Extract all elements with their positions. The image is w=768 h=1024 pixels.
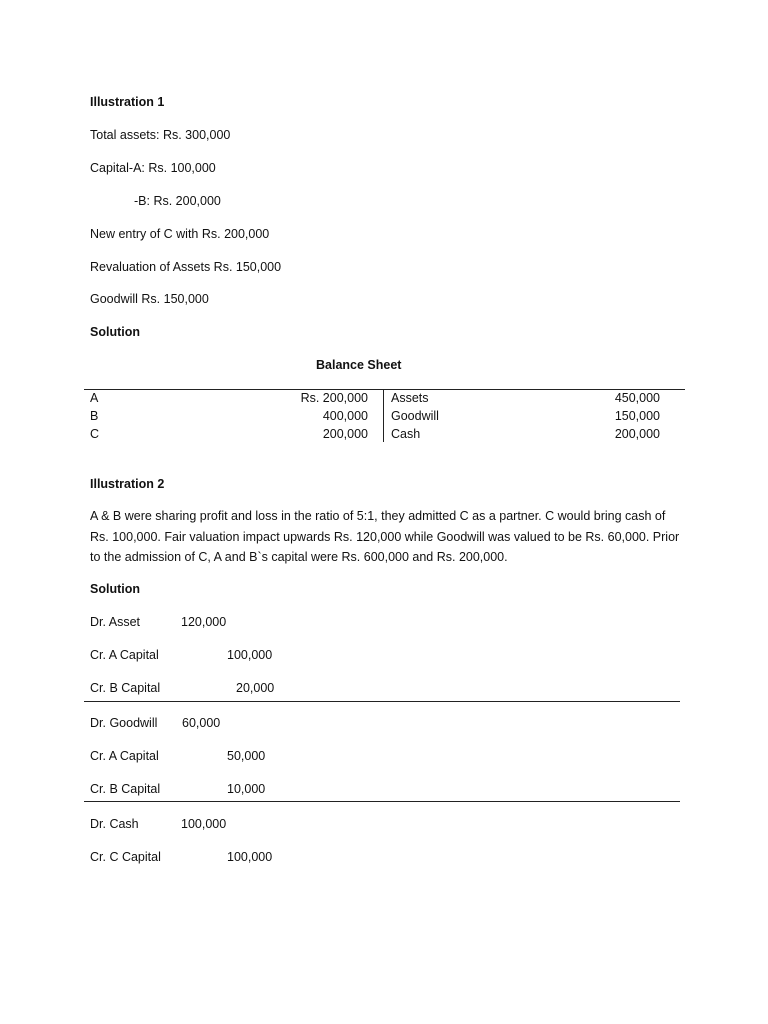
asset-amount: 200,000	[614, 427, 660, 441]
asset-label: Assets	[391, 391, 429, 405]
journal-entry-credit: 10,000	[227, 782, 266, 796]
asset-label: Cash	[391, 427, 421, 441]
capital-b-line: -B: Rs. 200,000	[134, 194, 221, 208]
revaluation-line: Revaluation of Assets Rs. 150,000	[90, 260, 282, 274]
new-entry-line: New entry of C with Rs. 200,000	[90, 227, 270, 241]
liability-amount: Rs. 200,000	[300, 391, 368, 405]
journal-entry-label: Dr. Goodwill	[90, 716, 158, 730]
asset-amount: 450,000	[614, 391, 660, 405]
asset-amount: 150,000	[614, 409, 660, 423]
journal-entry-label: Cr. B Capital	[90, 681, 161, 695]
solution-2-label: Solution	[90, 582, 140, 596]
solution-1-label: Solution	[90, 325, 140, 339]
journal-entry-credit: 50,000	[227, 749, 266, 763]
journal-entry-debit: 60,000	[182, 716, 221, 730]
journal-entry-debit: 100,000	[181, 817, 227, 831]
total-assets-line: Total assets: Rs. 300,000	[90, 128, 231, 142]
liability-label: B	[90, 409, 99, 423]
journal-entry-label: Cr. B Capital	[90, 782, 161, 796]
illustration-1-heading: Illustration 1	[90, 95, 165, 109]
journal-entry-debit: 120,000	[181, 615, 227, 629]
journal-entry-credit: 100,000	[227, 648, 273, 662]
journal-entry-label: Dr. Cash	[90, 817, 139, 831]
journal-entry-label: Cr. A Capital	[90, 749, 159, 763]
journal-entry-credit: 100,000	[227, 850, 273, 864]
liability-amount: 400,000	[322, 409, 368, 423]
capital-a-line: Capital-A: Rs. 100,000	[90, 161, 216, 175]
journal-entry-label: Cr. C Capital	[90, 850, 161, 864]
asset-label: Goodwill	[391, 409, 439, 423]
journal-separator	[84, 801, 680, 802]
balance-sheet-divider	[383, 390, 384, 442]
illustration-2-heading: Illustration 2	[90, 477, 165, 491]
journal-entry-credit: 20,000	[236, 681, 275, 695]
journal-entry-label: Dr. Asset	[90, 615, 141, 629]
liability-amount: 200,000	[322, 427, 368, 441]
liability-label: A	[90, 391, 99, 405]
journal-entry-label: Cr. A Capital	[90, 648, 159, 662]
liability-label: C	[90, 427, 100, 441]
goodwill-line: Goodwill Rs. 150,000	[90, 292, 209, 306]
balance-sheet-title: Balance Sheet	[316, 358, 402, 372]
journal-separator	[84, 701, 680, 702]
illustration-2-paragraph: A & B were sharing profit and loss in the ratio of 5:1, they admitted C as a partner. C would bring cash of Rs. 100,000. Fair valuation impact upwards Rs. 120,000 while Goodwill was valued to be Rs. 60,000. Prior to the admission of C, A and B`s capital were Rs. 600,000 and Rs. 200,000.	[90, 509, 680, 564]
